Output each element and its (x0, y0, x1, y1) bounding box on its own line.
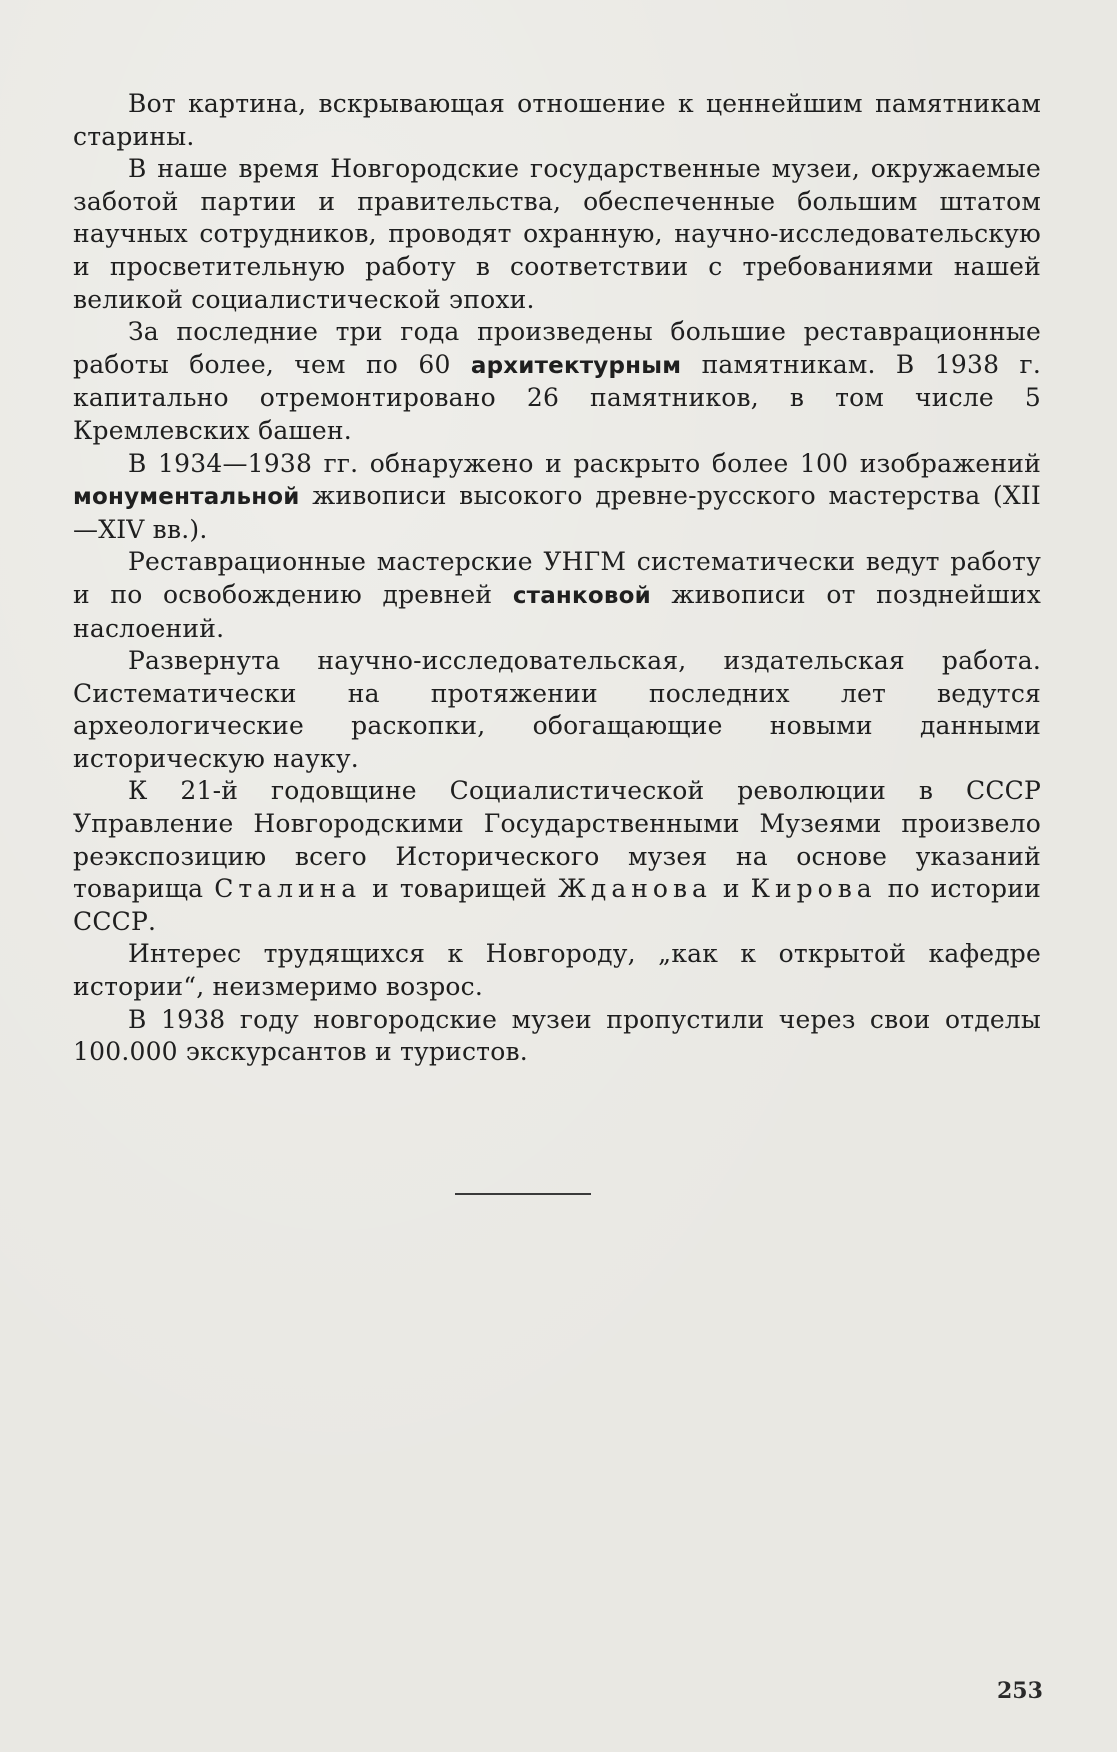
bold-term-monumental: монументальной (73, 484, 300, 511)
spaced-name-kirov: Кирова (750, 874, 877, 904)
spaced-name-zhdanov: Жданова (557, 874, 712, 904)
paragraph-7-text-g: по истории СССР. (73, 874, 1041, 936)
paragraph-4-text-a: В 1934—1938 гг. обнаружено и раскрыто более 100 изображений (128, 448, 1041, 478)
bold-term-easel: станковой (512, 582, 651, 609)
paragraph-8 (73, 938, 1041, 1003)
page-number: 253 (997, 1678, 1043, 1704)
paragraph-6 (73, 645, 1041, 775)
paragraph-4 (73, 448, 1041, 547)
paragraph-5-text-c: живописи от позднейших наслоений. (73, 579, 1041, 643)
paragraph-7-text-e: и (722, 874, 740, 904)
paragraph-2 (73, 153, 1041, 316)
paragraph-1-text: Вот картина, вскрывающая отношение к ценнейшим памятникам старины. (73, 89, 1041, 151)
paragraph-7 (73, 775, 1041, 938)
paragraph-7-text-c: и товарищей (372, 874, 547, 904)
paragraph-6-text: Развернута научно-исследовательская, издательская работа. Систематически на протяжении последних лет ведутся археологические раскопки, обогащающие новыми данными историческую науку. (73, 646, 1041, 773)
paragraph-2-text: В наше время Новгородские государственные музеи, окружаемые заботой партии и правительства, обеспеченные большим штатом научных сотрудников, проводят охранную, научно-исследовательскую и просветительную работу в соответствии с требованиями нашей великой социалистической эпохи. (73, 154, 1041, 314)
body-text (73, 88, 1041, 1069)
paragraph-7-text-a: К 21-й годовщине Социалистической революции в СССР Управление Новгородскими Государственными Музеями произвело реэкспозицию всего Исторического музея на основе указаний товарища (73, 776, 1041, 904)
paragraph-5 (73, 546, 1041, 645)
paragraph-1 (73, 88, 1041, 153)
paragraph-5-text-a: Реставрационные мастерские УНГМ систематически ведут работу и по освобождению древней (73, 547, 1041, 609)
paragraph-9 (73, 1004, 1041, 1069)
paragraph-3-text-a: За последние три года произведены большие реставрационные работы более, чем по 60 (73, 317, 1041, 379)
bold-term-architectural: архитектурным (470, 352, 682, 379)
paragraph-9-text: В 1938 году новгородские музеи пропустили через свои отделы 100.000 экскурсантов и туристов. (73, 1004, 1041, 1067)
paragraph-4-text-c: живописи высокого древне-русского мастерства (XII—XIV вв.). (73, 481, 1041, 544)
paragraph-8-text: Интерес трудящихся к Новгороду, „как к открытой кафедре истории“, неизмеримо возрос. (73, 939, 1041, 1002)
section-divider (455, 1193, 591, 1195)
paragraph-3 (73, 316, 1041, 447)
spaced-name-stalin: Сталина (214, 874, 362, 904)
paragraph-3-text-c: памятникам. В 1938 г. капитально отремонтировано 26 памятников, в том числе 5 Кремлевских башен. (73, 349, 1041, 445)
